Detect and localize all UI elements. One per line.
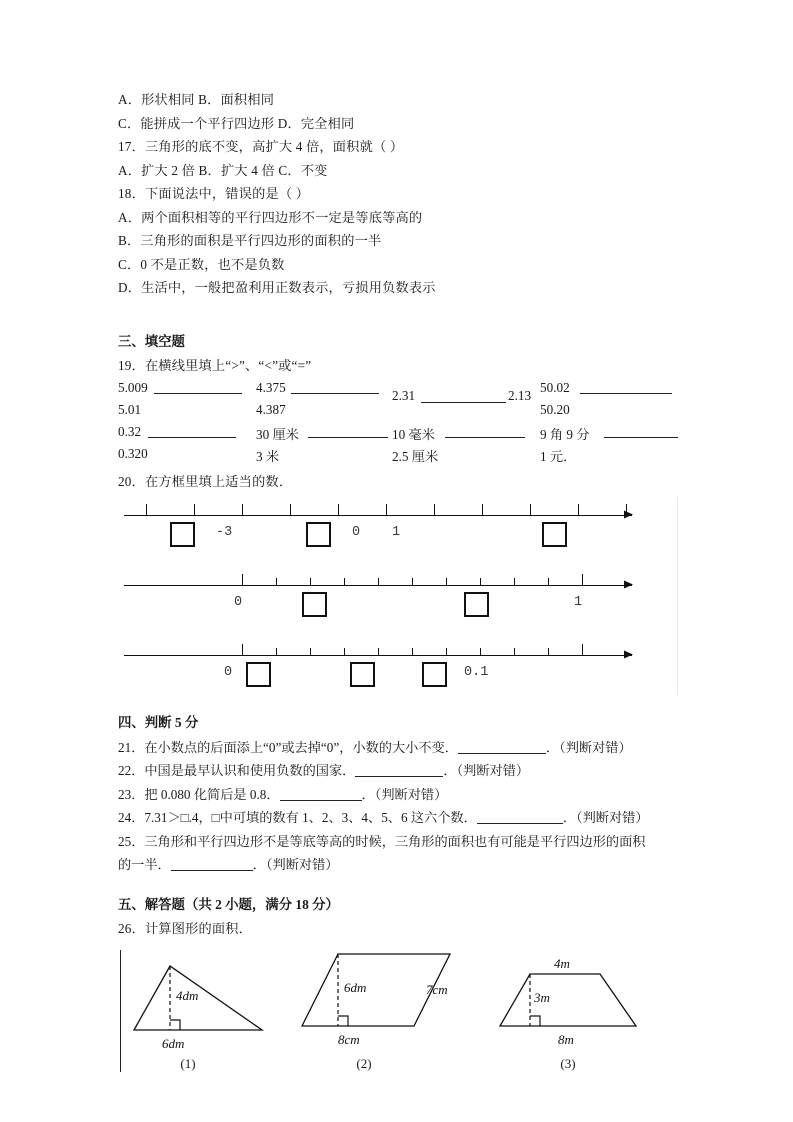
q21-suffix: ．（判断对错） — [545, 739, 632, 755]
q19-c3-top: 2.31 — [392, 387, 416, 403]
q19-c8-top: 9 角 9 分 — [540, 426, 590, 442]
parallelogram-svg — [298, 944, 470, 1056]
answer-box[interactable] — [464, 592, 489, 617]
trapezoid-base-label: 8m — [558, 1031, 574, 1047]
triangle-base-label: 6dm — [162, 1035, 185, 1051]
tick — [338, 504, 339, 516]
tick — [480, 578, 481, 586]
number-line-3 — [124, 643, 632, 709]
q22-answer-blank[interactable] — [355, 765, 443, 777]
q19-c5-bottom: 0.320 — [118, 445, 148, 461]
q19-c5-top: 0.32 — [118, 423, 142, 439]
tick — [530, 504, 531, 516]
q19-c1-top: 5.009 — [118, 379, 148, 395]
q25-suffix: ．（判断对错） — [252, 857, 339, 872]
q19-stem: 19．在横线里填上“>”、“<”或“=” — [118, 358, 312, 373]
parallelogram-base-label: 8cm — [338, 1031, 360, 1047]
q20-number-lines — [118, 497, 678, 695]
number-line-2 — [124, 573, 632, 639]
trapezoid-top-label: 4m — [554, 955, 570, 971]
triangle-height-label: 4dm — [176, 987, 199, 1003]
q23-suffix: ．（判断对错） — [361, 786, 448, 802]
q25-text: 的一半． — [118, 857, 171, 872]
q19-c2-top: 4.375 — [256, 379, 286, 395]
q19-row-4 — [118, 446, 678, 468]
tick — [582, 644, 583, 656]
q19-blank-6[interactable] — [308, 426, 388, 438]
number-line-1-label: 0 — [352, 525, 361, 540]
q16-options-line2: C．能拼成一个平行四边形 D．完全相同 — [118, 115, 355, 131]
tick — [276, 578, 277, 586]
tick — [514, 648, 515, 656]
figure-triangle — [126, 944, 286, 1071]
q19-c2-bottom: 4.387 — [256, 401, 286, 417]
q24-suffix: ．（判断对错） — [562, 810, 649, 825]
answer-box[interactable] — [170, 522, 195, 547]
tick — [386, 504, 387, 516]
left-margin-rule — [120, 950, 121, 1072]
q19-blank-8[interactable] — [604, 426, 678, 438]
q19-comparison-grid — [118, 380, 678, 468]
figure-parallelogram — [298, 944, 470, 1071]
tick — [378, 648, 379, 656]
tick — [446, 648, 447, 656]
q16-options-line1: A．形状相同 B．面积相同 — [118, 92, 275, 107]
page-content — [118, 88, 678, 1072]
tick — [276, 648, 277, 656]
figure-3-caption: (3) — [560, 1055, 576, 1071]
number-line-1-axis — [124, 515, 632, 516]
q23-answer-blank[interactable] — [280, 789, 362, 801]
q19-c4-top: 50.02 — [540, 379, 570, 395]
tick — [482, 504, 483, 516]
answer-box[interactable] — [350, 662, 375, 687]
q19-blank-2[interactable] — [291, 382, 379, 394]
q19-c1-bottom: 5.01 — [118, 401, 142, 417]
tick — [548, 578, 549, 586]
q21-answer-blank[interactable] — [458, 742, 546, 754]
answer-box[interactable] — [246, 662, 271, 687]
trapezoid-svg — [486, 944, 658, 1056]
q18-option-d: D．生活中，一般把盈利用正数表示，亏损用负数表示 — [118, 280, 436, 295]
right-angle-marker-icon — [530, 1016, 540, 1026]
section-heading-solve: 五、解答题（共 2 小题，满分 18 分） — [118, 896, 339, 912]
trapezoid-shape — [500, 974, 636, 1026]
q19-c8-bottom: 1 元． — [540, 448, 577, 464]
q25-line1: 25．三角形和平行四边形不是等底等高的时候，三角形的面积也有可能是平行四边形的面积 — [118, 833, 646, 849]
q19-c7-top: 10 毫米 — [392, 426, 435, 442]
q18-option-c: C．0 不是正数，也不是负数 — [118, 256, 285, 272]
tick — [344, 578, 345, 586]
tick — [626, 504, 627, 516]
q25-line2 — [118, 853, 678, 877]
number-line-3-label: 0.1 — [464, 665, 489, 680]
tick — [446, 578, 447, 586]
tick — [146, 504, 147, 516]
q18-option-a: A．两个面积相等的平行四边形不一定是等底等高的 — [118, 209, 423, 225]
tick — [514, 578, 515, 586]
q19-row-1 — [118, 380, 678, 402]
number-line-1 — [124, 503, 632, 569]
q22 — [118, 759, 678, 783]
q22-suffix: ．（判断对错） — [443, 763, 530, 778]
figure-trapezoid — [486, 944, 658, 1071]
q19-c4-bottom: 50.20 — [540, 401, 570, 417]
tick — [548, 648, 549, 656]
number-line-2-label: 1 — [574, 595, 583, 610]
q18-stem: 18．下面说法中，错误的是（ ） — [118, 186, 310, 201]
number-line-2-label: 0 — [234, 595, 243, 610]
tick — [578, 504, 579, 516]
number-line-1-label: 1 — [392, 525, 401, 540]
tick — [412, 578, 413, 586]
tick — [378, 578, 379, 586]
right-angle-marker-icon — [338, 1016, 348, 1026]
tick — [290, 504, 291, 516]
q19-blank-4[interactable] — [580, 382, 672, 394]
tick — [242, 574, 243, 586]
tick — [310, 648, 311, 656]
q24 — [118, 806, 678, 830]
q26-figure-group — [118, 944, 678, 1072]
tick — [434, 504, 435, 516]
q24-text: 24．7.31＞□.4，□中可填的数有 1、2、3、4、5、6 这六个数． — [118, 810, 477, 825]
answer-box[interactable] — [302, 592, 327, 617]
q19-c3-right: 2.13 — [508, 387, 532, 403]
tick — [412, 648, 413, 656]
q19-blank-7[interactable] — [445, 426, 525, 438]
trapezoid-height-label: 3m — [534, 989, 550, 1005]
tick — [310, 578, 311, 586]
q20-stem: 20．在方框里填上适当的数． — [118, 473, 293, 489]
q18-option-b: B．三角形的面积是平行四边形的面积的一半 — [118, 233, 382, 248]
q19-blank-5[interactable] — [148, 426, 236, 438]
number-line-3-arrow-icon — [624, 651, 633, 659]
figure-1-caption: (1) — [180, 1055, 196, 1071]
right-angle-marker-icon — [170, 1020, 180, 1030]
q19-c7-bottom: 2.5 厘米 — [392, 448, 439, 464]
section-heading-fill-in: 三、填空题 — [118, 333, 185, 349]
tick — [344, 648, 345, 656]
triangle-svg — [126, 944, 286, 1056]
q21-text: 21．在小数点的后面添上“0”或去掉“0”，小数的大小不变． — [118, 739, 458, 755]
tick — [480, 648, 481, 656]
q22-text: 22．中国是最早认识和使用负数的国家． — [118, 763, 356, 778]
q24-answer-blank[interactable] — [477, 812, 563, 824]
number-line-1-label: -3 — [216, 525, 233, 540]
q23 — [118, 783, 678, 807]
q17-options: A．扩大 2 倍 B．扩大 4 倍 C．不变 — [118, 162, 328, 178]
parallelogram-height-label: 6dm — [344, 979, 367, 995]
parallelogram-side-label: 7cm — [426, 981, 448, 997]
q19-blank-1[interactable] — [154, 382, 242, 394]
tick — [242, 644, 243, 656]
section-heading-truefalse: 四、判断 5 分 — [118, 715, 199, 730]
answer-box[interactable] — [542, 522, 567, 547]
tick — [242, 504, 243, 516]
q21 — [118, 736, 678, 760]
q19-c6-bottom: 3 米 — [256, 448, 280, 464]
figure-2-caption: (2) — [356, 1055, 372, 1071]
q25-answer-blank[interactable] — [171, 859, 253, 871]
answer-box[interactable] — [306, 522, 331, 547]
number-line-2-arrow-icon — [624, 581, 633, 589]
q23-text: 23．把 0.080 化简后是 0.8． — [118, 786, 280, 802]
q17-stem: 17．三角形的底不变，高扩大 4 倍，面积就（ ） — [118, 139, 404, 154]
q26-stem: 26．计算图形的面积． — [118, 921, 253, 936]
number-line-3-label: 0 — [224, 665, 233, 680]
q19-c6-top: 30 厘米 — [256, 426, 299, 442]
q19-row-2 — [118, 402, 678, 424]
tick — [582, 574, 583, 586]
tick — [194, 504, 195, 516]
q19-row-3 — [118, 424, 678, 446]
answer-box[interactable] — [422, 662, 447, 687]
